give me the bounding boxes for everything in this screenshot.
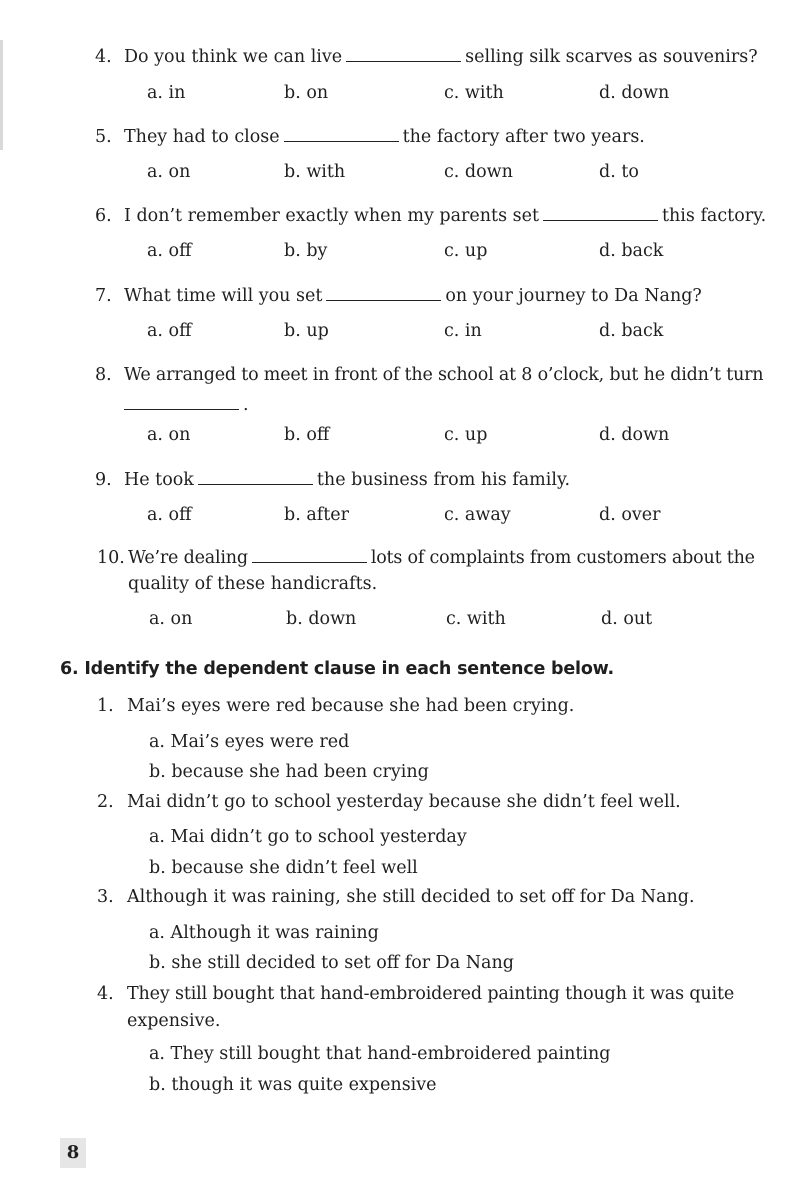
option-d: d. back	[599, 241, 664, 261]
option-a: a. on	[147, 425, 191, 445]
question-text-after: this factory.	[662, 206, 767, 226]
option-a: a. off	[147, 505, 192, 525]
option-b: b. up	[284, 321, 329, 341]
option-d: d. to	[599, 162, 639, 182]
item-number: 3.	[97, 887, 114, 907]
option-b: b. after	[284, 505, 349, 525]
option-a: a. off	[147, 321, 192, 341]
scan-edge-mark	[0, 40, 3, 150]
question-text-line2: quality of these handicrafts.	[128, 574, 378, 594]
question-text-before: We’re dealing	[128, 548, 248, 568]
question-text-after: the factory after two years.	[402, 127, 645, 147]
question-text-after: lots of complaints from customers about the	[370, 548, 755, 568]
answer-blank[interactable]	[326, 286, 441, 301]
option-c: c. up	[444, 425, 488, 445]
question-number: 7.	[95, 286, 112, 306]
item-number: 2.	[97, 792, 114, 812]
option-b: b. by	[284, 241, 328, 261]
page-number: 8	[60, 1138, 86, 1168]
option-c: c. in	[444, 321, 482, 341]
option-c: c. away	[444, 505, 511, 525]
question-text-before: He took	[124, 470, 194, 490]
answer-blank[interactable]	[346, 47, 461, 62]
question-number: 4.	[95, 47, 112, 67]
option-c: c. down	[444, 162, 513, 182]
answer-blank[interactable]	[543, 206, 658, 221]
question-text-before: What time will you set	[124, 286, 323, 306]
question-number: 10.	[97, 548, 125, 568]
option-b: b. with	[284, 162, 346, 182]
answer-blank[interactable]	[124, 395, 239, 410]
option-b: b. off	[284, 425, 330, 445]
option-d: d. down	[599, 83, 670, 103]
answer-blank[interactable]	[284, 127, 399, 142]
clause-option-a: a. Although it was raining	[149, 923, 379, 943]
question-text	[124, 126, 645, 148]
question-text-after: the business from his family.	[316, 470, 571, 490]
question-text	[124, 285, 702, 307]
question-number: 6.	[95, 206, 112, 226]
question-text: We arranged to meet in front of the school at 8 o’clock, but he didn’t turn	[124, 365, 764, 385]
option-c: c. up	[444, 241, 488, 261]
exercise-heading: 6. Identify the dependent clause in each sentence below.	[60, 659, 614, 679]
item-sentence-line2: expensive.	[127, 1011, 221, 1031]
option-a: a. off	[147, 241, 192, 261]
clause-option-b: b. she still decided to set off for Da Nang	[149, 953, 514, 973]
option-d: d. out	[601, 609, 653, 629]
question-text	[124, 205, 766, 227]
clause-option-b: b. though it was quite expensive	[149, 1075, 437, 1095]
question-text-after: .	[243, 395, 249, 415]
question-text	[128, 547, 755, 569]
question-text	[124, 469, 570, 491]
answer-blank[interactable]	[252, 548, 367, 563]
option-c: c. with	[444, 83, 504, 103]
option-b: b. on	[284, 83, 329, 103]
option-c: c. with	[446, 609, 506, 629]
option-a: a. on	[147, 162, 191, 182]
option-d: d. down	[599, 425, 670, 445]
question-text-after: selling silk scarves as souvenirs?	[465, 47, 758, 67]
question-text-before: They had to close	[124, 127, 280, 147]
item-sentence: Mai’s eyes were red because she had been crying.	[127, 696, 575, 716]
question-text-before: I don’t remember exactly when my parents set	[124, 206, 539, 226]
question-text-after: on your journey to Da Nang?	[445, 286, 702, 306]
clause-option-b: b. because she didn’t feel well	[149, 858, 418, 878]
item-sentence: Although it was raining, she still decided to set off for Da Nang.	[127, 887, 695, 907]
question-number: 9.	[95, 470, 112, 490]
option-b: b. down	[286, 609, 357, 629]
question-number: 8.	[95, 365, 112, 385]
clause-option-a: a. They still bought that hand-embroidered painting	[149, 1044, 611, 1064]
question-number: 5.	[95, 127, 112, 147]
clause-option-a: a. Mai’s eyes were red	[149, 732, 350, 752]
item-number: 4.	[97, 984, 114, 1004]
option-a: a. in	[147, 83, 186, 103]
option-a: a. on	[149, 609, 193, 629]
clause-option-a: a. Mai didn’t go to school yesterday	[149, 827, 467, 847]
item-number: 1.	[97, 696, 114, 716]
answer-blank[interactable]	[198, 470, 313, 485]
option-d: d. back	[599, 321, 664, 341]
question-text-before: Do you think we can live	[124, 47, 343, 67]
question-text	[124, 46, 758, 68]
option-d: d. over	[599, 505, 661, 525]
question-text-line2	[124, 394, 249, 416]
item-sentence: They still bought that hand-embroidered painting though it was quite	[127, 984, 735, 1004]
item-sentence: Mai didn’t go to school yesterday because she didn’t feel well.	[127, 792, 681, 812]
clause-option-b: b. because she had been crying	[149, 762, 429, 782]
